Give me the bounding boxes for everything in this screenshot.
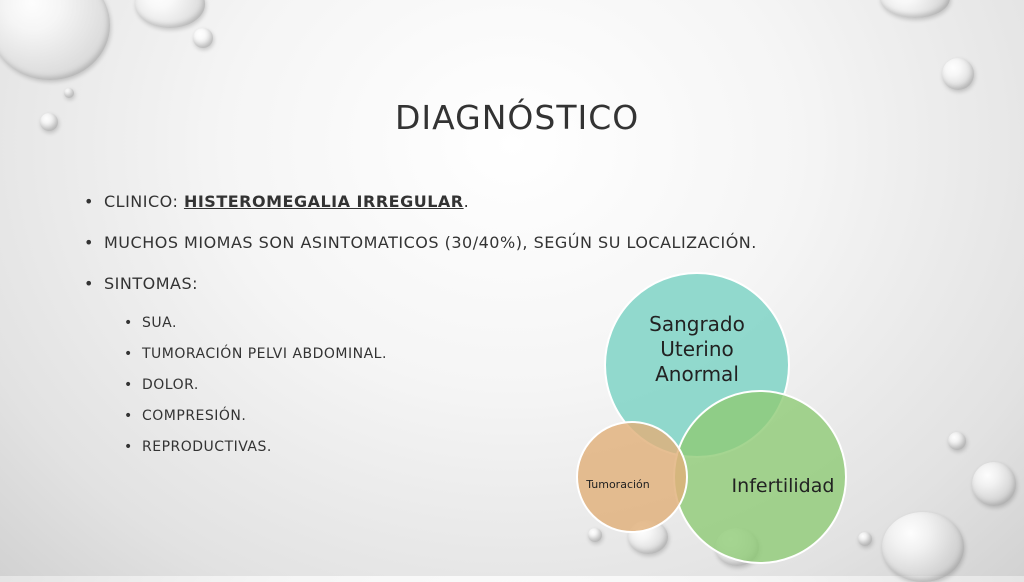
venn-diagram	[560, 265, 870, 570]
sub-bullet-text: DOLOR.	[142, 377, 199, 393]
water-drop-decoration	[64, 88, 74, 98]
sub-bullet-text: SUA.	[142, 315, 177, 331]
clinico-end: .	[463, 192, 470, 211]
venn-label-left: Tumoración	[586, 478, 650, 491]
water-drop-decoration	[193, 28, 213, 48]
slide-title: DIAGNÓSTICO	[395, 98, 640, 137]
bullet-marker: •	[124, 377, 133, 393]
bullet-marker: •	[124, 315, 133, 331]
bullet-marker: •	[124, 439, 133, 455]
sub-bullet-text: COMPRESIÓN.	[142, 408, 247, 424]
asintomaticos-text: MUCHOS MIOMAS SON ASINTOMATICOS (30/40%), SEGÚN SU LOCALIZACIÓN.	[104, 233, 757, 252]
bullet-marker: •	[84, 274, 94, 293]
water-drop-decoration	[880, 0, 950, 18]
bullet-marker: •	[124, 408, 133, 424]
clinico-label: CLINICO:	[104, 192, 184, 211]
water-drop-decoration	[882, 512, 964, 582]
water-drop-decoration	[0, 0, 110, 80]
clinico-emphasis: HISTEROMEGALIA IRREGULAR	[183, 192, 464, 211]
water-drop-decoration	[942, 58, 974, 90]
sintomas-text: SINTOMAS:	[104, 274, 199, 293]
bullet-marker: •	[84, 192, 94, 211]
water-drop-decoration	[135, 0, 205, 28]
bullet-clinico	[84, 192, 757, 211]
bullet-marker: •	[84, 233, 94, 252]
venn-label-right: Infertilidad	[731, 475, 835, 497]
venn-circle-tumoracion	[577, 422, 687, 532]
venn-label-top-line1: Sangrado	[649, 312, 745, 336]
water-drop-decoration	[948, 432, 966, 450]
water-drop-decoration	[972, 462, 1016, 506]
sub-bullet-text: TUMORACIÓN PELVI ABDOMINAL.	[142, 346, 387, 362]
bullet-marker: •	[124, 346, 133, 362]
venn-label-top-line2: Uterino	[660, 337, 734, 361]
venn-label-top-line3: Anormal	[655, 362, 739, 386]
water-drop-decoration	[40, 113, 58, 131]
bullet-asintomaticos	[84, 233, 757, 252]
sub-bullet-text: REPRODUCTIVAS.	[142, 439, 272, 455]
